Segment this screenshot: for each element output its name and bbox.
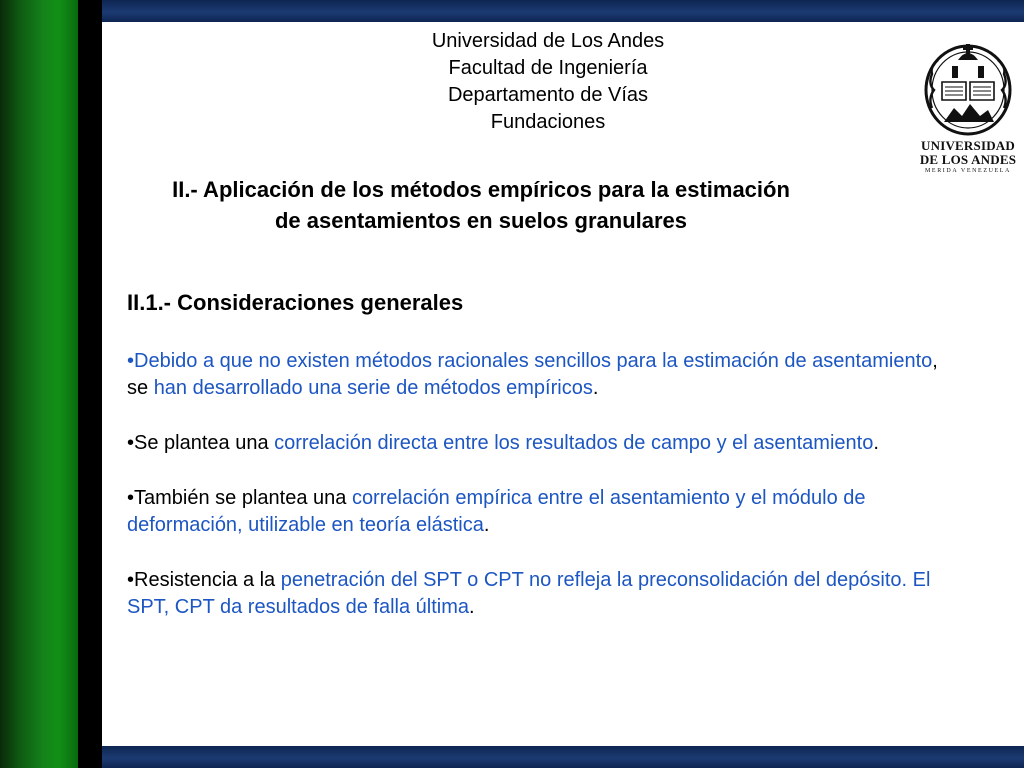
bullet-list: [127, 348, 947, 649]
bullet-text-accent: •Debido a que no existen métodos racionales sencillos para la estimación de asentamiento: [127, 350, 933, 372]
bullet-text-accent: correlación empírica entre el asentamiento y el módulo de deformación, utilizable en teoría elástica: [127, 487, 866, 536]
bullet-text-accent: penetración del SPT o CPT no refleja la preconsolidación del depósito. El SPT, CPT da resultados de falla última: [127, 569, 931, 618]
bullet-item: [127, 567, 947, 621]
section-heading: II.1.- Consideraciones generales: [127, 290, 464, 315]
faculty-name: Facultad de Ingeniería: [448, 57, 648, 79]
bullet-text: •También se plantea una: [127, 487, 352, 509]
bullet-text-accent: correlación directa entre los resultados de campo y el asentamiento: [274, 432, 874, 454]
university-name: Universidad de Los Andes: [431, 30, 665, 52]
bullet-text: •Se plantea una: [127, 432, 275, 454]
top-band: [102, 0, 1024, 22]
bottom-band: [102, 746, 1024, 768]
institution-header: [300, 28, 796, 136]
bullet-text: , se: [127, 350, 938, 399]
bullet-text: .: [592, 377, 599, 399]
bullet-text: .: [469, 596, 475, 618]
bullet-text: .: [873, 432, 879, 454]
university-logo-wordmark: [918, 139, 1018, 176]
bullet-text: •Resistencia a la: [127, 569, 281, 591]
left-green-bar: [0, 0, 78, 768]
bullet-item: [127, 485, 947, 539]
slide-title-line-1: II.- Aplicación de los métodos empíricos para la estimación: [172, 177, 790, 202]
logo-line-de-los-andes: DE LOS ANDES: [919, 152, 1017, 167]
department-name: Departamento de Vías: [447, 84, 649, 106]
course-name: Fundaciones: [490, 111, 606, 133]
bullet-item: [127, 430, 947, 457]
bullet-item: [127, 348, 947, 402]
logo-line-universidad: UNIVERSIDAD: [921, 138, 1015, 153]
slide-title-line-2: de asentamientos en suelos granulares: [274, 208, 688, 233]
bullet-text-accent: han desarrollado una serie de métodos empíricos: [153, 377, 593, 399]
logo-line-location: MERIDA VENEZUELA: [925, 168, 1011, 174]
slide-title: [108, 174, 854, 236]
left-black-bar: [78, 0, 102, 768]
bullet-text: .: [483, 514, 490, 536]
